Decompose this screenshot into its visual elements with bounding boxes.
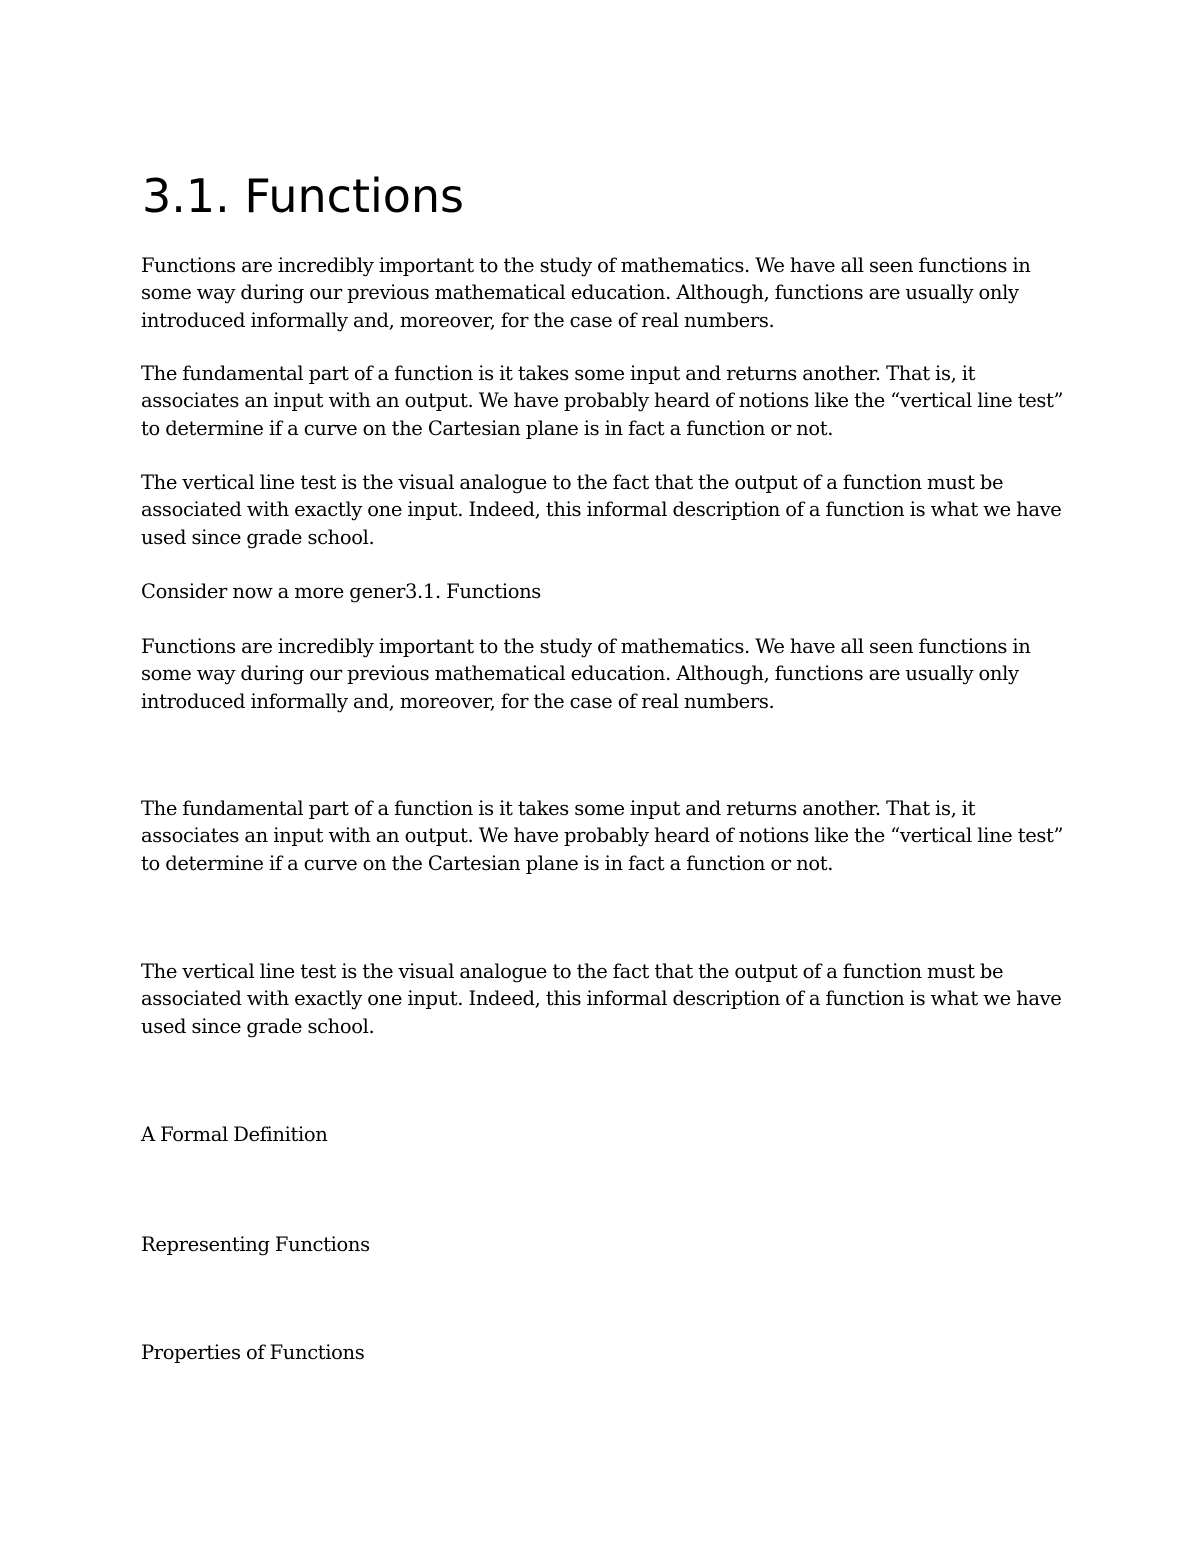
section-heading-formal-definition xyxy=(141,1121,1081,1148)
paragraph-line: some way during our previous mathematical education. Although, functions are usually only xyxy=(141,281,1019,305)
paragraph-vertical-line-test-repeat xyxy=(141,958,1081,1040)
paragraph-line: Representing Functions xyxy=(141,1233,370,1256)
paragraph-line: Properties of Functions xyxy=(141,1341,365,1364)
paragraph-fundamental xyxy=(141,360,1081,442)
paragraph-line: associates an input with an output. We have probably heard of notions like the “vertical line test” xyxy=(141,824,1064,848)
paragraph-line: The fundamental part of a function is it takes some input and returns another. That is, it xyxy=(141,362,976,385)
paragraph-line: introduced informally and, moreover, for the case of real numbers. xyxy=(141,308,775,332)
paragraph-line: Functions are incredibly important to the study of mathematics. We have all seen functions in xyxy=(141,254,1031,277)
paragraph-line: associated with exactly one input. Indeed, this informal description of a function is what we have xyxy=(141,987,1062,1011)
section-heading-representing-functions xyxy=(141,1231,1081,1258)
paragraph-line: Functions are incredibly important to the study of mathematics. We have all seen functions in xyxy=(141,635,1031,658)
paragraph-fundamental-repeat xyxy=(141,795,1081,877)
paragraph-intro xyxy=(141,252,1081,334)
paragraph-line: some way during our previous mathematical education. Although, functions are usually only xyxy=(141,662,1019,686)
paragraph-line: associates an input with an output. We have probably heard of notions like the “vertical line test” xyxy=(141,389,1064,413)
paragraph-line: The vertical line test is the visual analogue to the fact that the output of a function must be xyxy=(141,471,1004,494)
paragraph-line: introduced informally and, moreover, for the case of real numbers. xyxy=(141,689,775,713)
paragraph-line: used since grade school. xyxy=(141,1014,375,1038)
paragraph-line: The fundamental part of a function is it takes some input and returns another. That is, it xyxy=(141,797,976,820)
paragraph-line: used since grade school. xyxy=(141,525,375,549)
paragraph-line: The vertical line test is the visual analogue to the fact that the output of a function must be xyxy=(141,960,1004,983)
section-heading-properties-of-functions xyxy=(141,1339,1081,1366)
page-title: 3.1. Functions xyxy=(142,169,465,223)
paragraph-consider xyxy=(141,578,1081,605)
paragraph-line: A Formal Definition xyxy=(141,1123,328,1146)
paragraph-vertical-line-test xyxy=(141,469,1081,551)
paragraph-line: Consider now a more gener3.1. Functions xyxy=(141,580,541,603)
paragraph-line: to determine if a curve on the Cartesian plane is in fact a function or not. xyxy=(141,416,834,440)
paragraph-line: to determine if a curve on the Cartesian plane is in fact a function or not. xyxy=(141,851,834,875)
paragraph-line: associated with exactly one input. Indeed, this informal description of a function is what we have xyxy=(141,498,1062,522)
paragraph-intro-repeat xyxy=(141,633,1081,715)
